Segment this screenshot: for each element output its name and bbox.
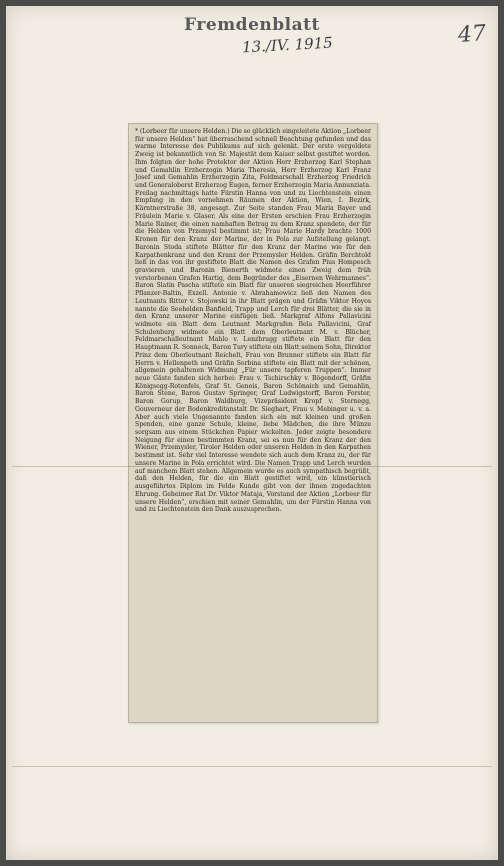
- handwritten-date: 13./IV. 1915: [241, 33, 334, 57]
- fold-line: [12, 766, 492, 767]
- fold-line: [12, 466, 492, 467]
- article-text: * (Lorbeer für unsere Helden.) Die so glücklich eingeleitete Aktion „Lorbeer für unsere Helden“ hat überraschend schnell Beachtung gefunden und das warme Interesse des Publikums auf sich gelenkt. Der erste vergoldete Zweig ist bekanntlich von Sr. Majestät dem Kaiser selbst gestiftet worden. Ihm folgten der hohe Protektor der Aktion Herr Erzherzog Karl Stephan und Gemahlin Erzherzogin Maria Theresia, Herr Erzherzog Karl Franz Josef und Gemahlin Erzherzogin Zita, Feldmarschall Erzherzog Friedrich und Generaloberst Erzherzog Eugen, ferner Erzherzogin Maria Annunziata. Freilag nachmittags hatte Fürstin Hanna von und zu Liechtenstein einen Empfang in den vornehmen Räumen der Aktion, Wien, I. Bezirk, Kärntnerstraße 38, angesagt. Zur Seite standen Frau Maria Bayer und Fräulein Marie v. Glaser. Als eine der Ersten erschien Frau Erzherzogin Marie Rainer, die einen namhaften Betrag zu dem Kranz spendete, der für die Helden von Przemysl bestimmt ist; Frau Marie Hardy brachte 1000 Kronen für den Kranz der Marine, der in Pola zur Aufstellung gelangt. Baronin Stoda stiftete Blätter für den Kranz der Marine wie für den Karpathenkranz und den Kranz der Przemysler Helden. Gräfin Berchtold ließ in das von ihr gestiftete Blatt die Namen des Grafen Pius Hompesch gravieren und Baronin Bienerth widmete einen Zweig dem früh verstorbenen Grafen Hartig, dem Begründer des „Eisernen Wehrmannes“. Baron Slatin Pascha stiftete ein Blatt für unseren siegreichen Heerführer Pflanzer-Baltin, Exzell. Antonie v. Abrahamowicz ließ den Namen des Leutnants Ritter v. Stojowski in ihr Blatt prägen und Gräfin Viktor Hoyos nannte die Seehelden Banfield, Trapp und Lerch für drei Blätter, die sie in den Kranz unserer Marine einfügen ließ. Markgraf Alfons Pallavicini widmete ein Blatt dem Leutnant Markgrafen Bela Pallavicini, Graf Schulenburg widmete ein Blatt dem Oberleutnant M. v. Blücher, Feldmarschalleutnant Mahlo v. Lenzbrugg stiftete ein Blatt für den Hauptmann R. Sonneck, Baron Tury stiftete ein Blatt seinem Sohn, Direktor Prinz dem Oberleutnant Reichelt, Frau von Brunner stiftete ein Blatt für Herrn v. Hellenpeth und Gräfin Sorbina stiftete ein Blatt mit der schönen, allgemein gehaltenen Widmung „Für unsere tapferen Truppen“. Immer neue Gäste fanden sich herbei: Frau v. Tschirschky v. Bögendorff, Gräfin Königsegg-Rotenfels, Graf St. Genois, Baron Schönaich und Gemahlin, Baron Stene, Baron Gustav Springer, Graf Ludwigstorff, Baron Forster, Baron Gorup, Baron Waldburg, Vizepräsident Kropf v. Sternegg, Gouverneur der Bodenkreditanstalt Dr. Sieghart, Frau v. Mebinger u. v. a. Aber auch viele Ungenannte fanden sich ein mit kleinen und großen Spenden, eine ganze Schule, kleine, liebe Mädchen, die ihre Münze sorgsam aus einem Stückchen Papier wickelten. Jeder zeigte besondere Neigung für einen bestimmten Kranz, sei es nun für den Kranz der den Wiener, Przemysler, Tiroler Helden oder unseren Helden in den Karpathen bestimmt ist. Sehr viel Interesse wendete sich auch dem Kranz zu, der für unsere Marine in Pola errichtet wird. Die Namen Trapp und Lerch wurden auf manchem Blatt stehen. Allgemein wurde es auch sympathisch begrüßt, daß den Helden, für die ein Blatt gestiftet wird, ein künstlerisch ausgeführtes Diplom im Felde Kunde gibt von der ihnen zugedachten Ehrung. Geheimer Rat Dr. Viktor Mataja, Vorstand der Aktion „Lorbeer für unsere Helden“, erschien mit seiner Gemahlin, um der Fürstin Hanna von und zu Liechtenstein den Dank auszusprechen.: [135, 128, 371, 514]
- handwritten-page-number: 47: [457, 21, 487, 48]
- newspaper-clipping: [128, 123, 378, 723]
- newspaper-masthead: Fremdenblatt: [184, 15, 320, 35]
- archive-sheet: [6, 6, 498, 860]
